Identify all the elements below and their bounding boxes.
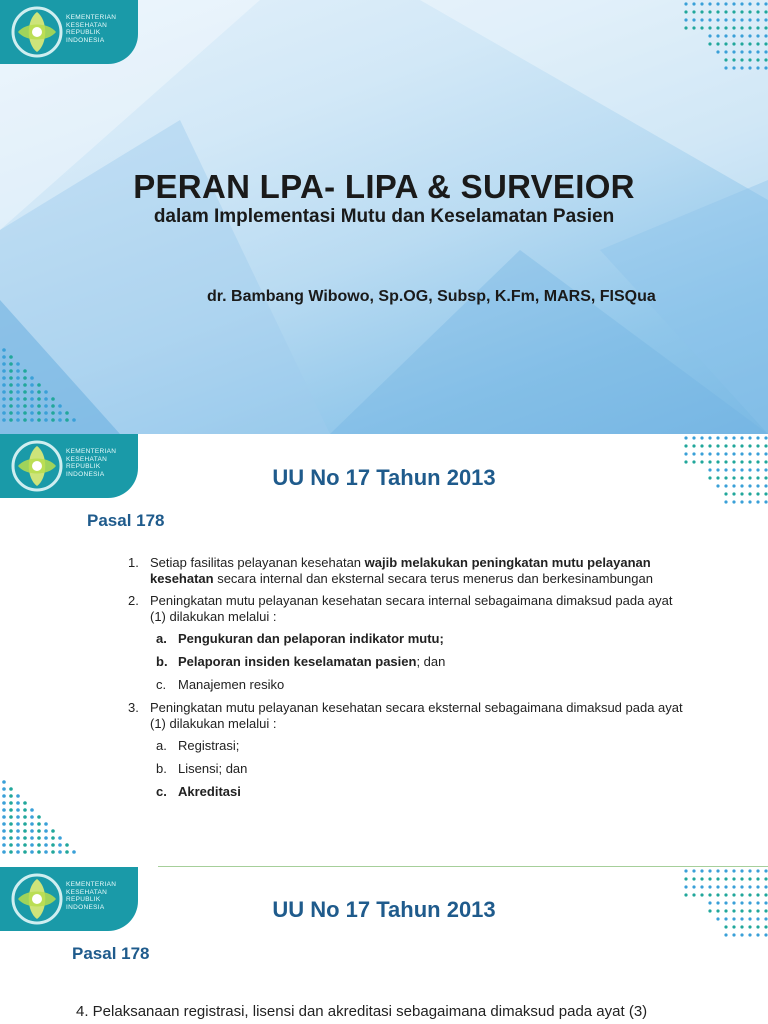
article-label: Pasal 178 (72, 944, 150, 963)
sub-list-item: c. Manajemen resiko (156, 677, 285, 692)
ministry-logo-text: KEMENTERIAN KESEHATAN REPUBLIK INDONESIA (66, 14, 117, 44)
decorative-dots (0, 344, 90, 434)
sub-list-item: a. Pengukuran dan pelaporan indikator mutu; (156, 631, 444, 646)
sub-list-item: a. Registrasi; (156, 738, 240, 753)
decorative-dots (680, 0, 768, 70)
article-label: Pasal 178 (87, 511, 165, 530)
ministry-logo-icon (10, 4, 64, 60)
presenter-name: dr. Bambang Wibowo, Sp.OG, Subsp, K.Fm, MARS, FISQua (207, 288, 656, 305)
decorative-dots (0, 776, 90, 866)
list-item: 1. Setiap fasilitas pelayanan kesehatan wajib melakukan peningkatan mutu pelayanan kesehatan secara internal dan eksternal secara terus menerus dan berkesinambungan (128, 555, 653, 586)
title-slide (0, 0, 768, 434)
ministry-logo-text: KEMENTERIAN KESEHATAN REPUBLIK INDONESIA (66, 881, 117, 911)
slide-heading: UU No 17 Tahun 2013 (272, 897, 496, 922)
sub-list-item: b. Lisensi; dan (156, 761, 248, 776)
content-slide (0, 867, 768, 1024)
ministry-logo-tab (0, 0, 138, 64)
presentation-subtitle: dalam Implementasi Mutu dan Keselamatan Pasien (153, 206, 615, 227)
article-list (128, 555, 688, 807)
list-item: 4. Pelaksanaan registrasi, lisensi dan akreditasi sebagaimana dimaksud pada ayat (3) (76, 1003, 648, 1020)
presentation-title: PERAN LPA- LIPA & SURVEIOR (133, 168, 635, 205)
list-item: 3. Peningkatan mutu pelayanan kesehatan secara eksternal sebagaimana dimaksud pada ayat (1) dilakukan melalui : (128, 700, 683, 731)
list-item: 2. Peningkatan mutu pelayanan kesehatan secara internal sebagaimana dimaksud pada ayat (1) dilakukan melalui : (128, 593, 673, 624)
sub-list-item: c. Akreditasi (156, 784, 241, 799)
sub-list-item: b. Pelaporan insiden keselamatan pasien; dan (156, 654, 446, 669)
content-slide (0, 434, 768, 866)
ministry-logo-text: KEMENTERIAN KESEHATAN REPUBLIK INDONESIA (66, 448, 117, 478)
slide-heading: UU No 17 Tahun 2013 (272, 465, 496, 490)
